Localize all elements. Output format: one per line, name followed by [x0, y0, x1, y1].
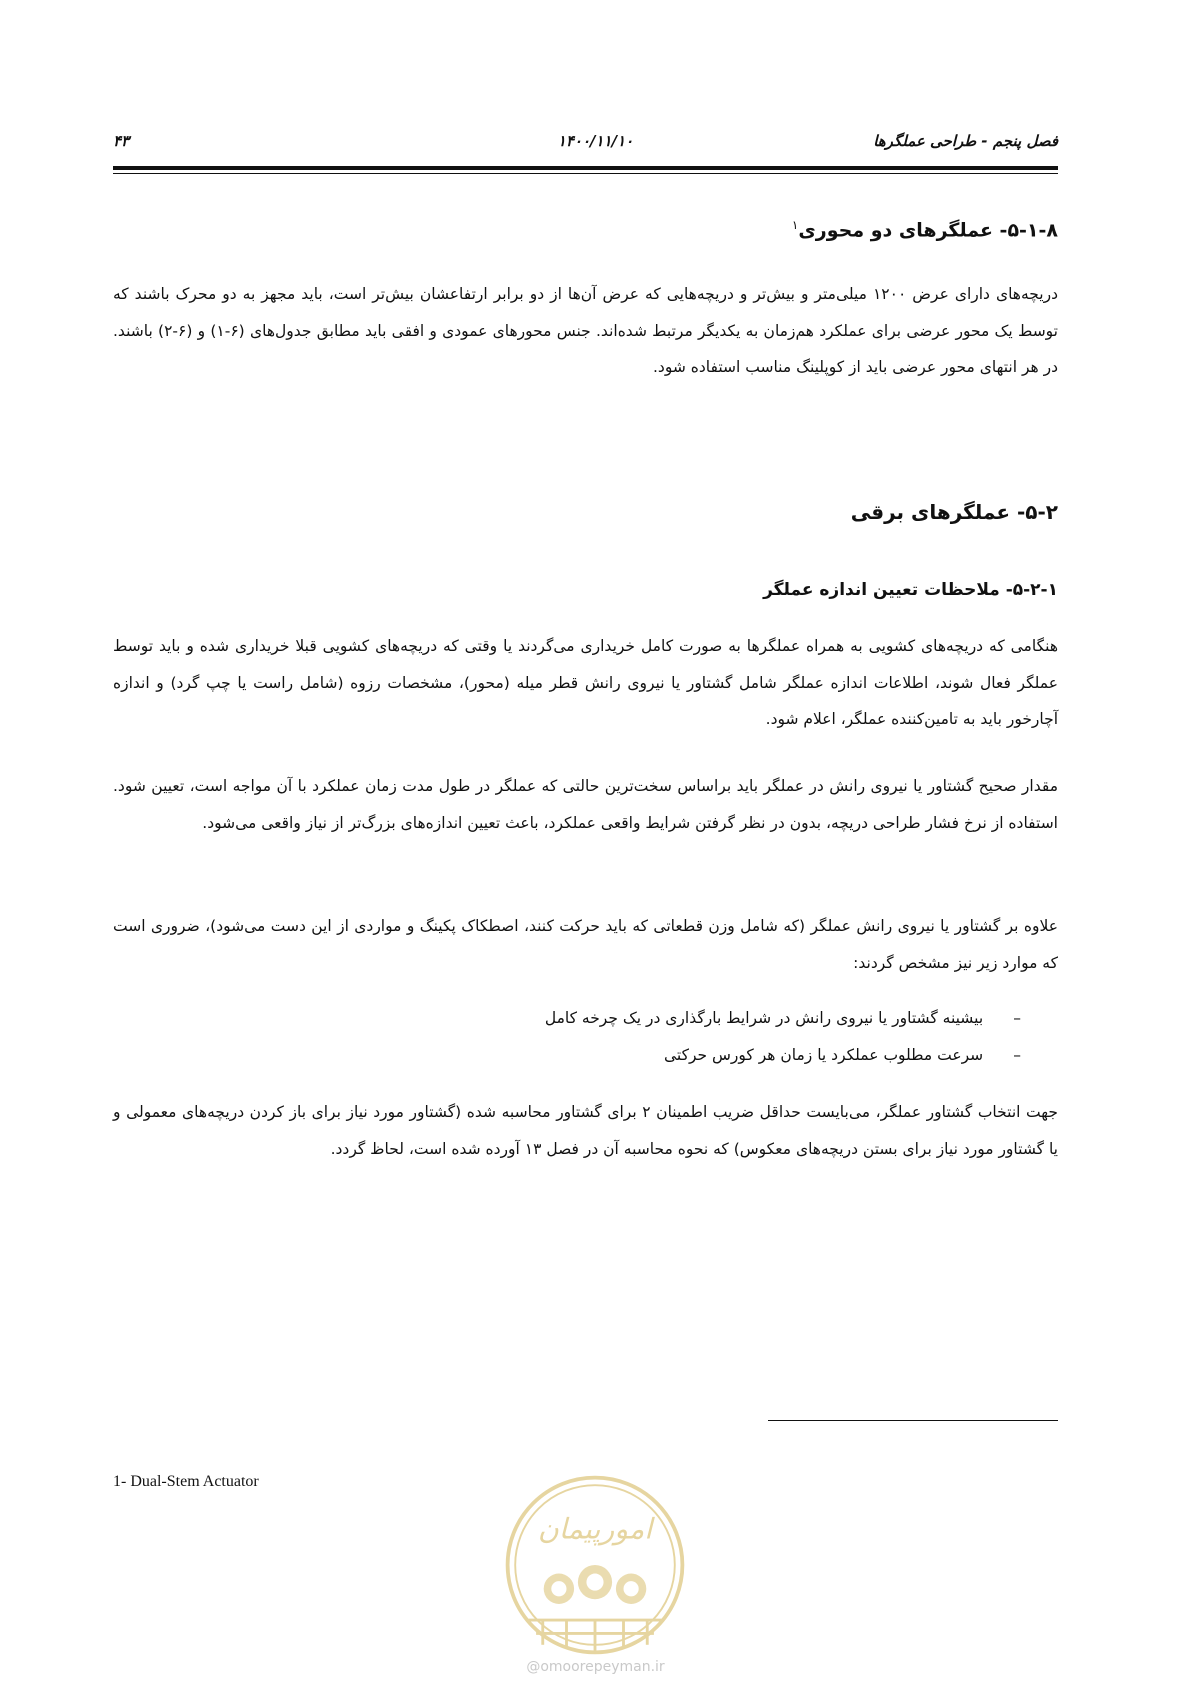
- bullet-dash: –: [1013, 1009, 1021, 1027]
- list-item-text: بیشینه گشتاور یا نیروی رانش در شرایط بارگذاری در یک چرخه کامل: [544, 1009, 984, 1027]
- section-heading-electric-actuators: ۵-۲- عملگرهای برقی: [850, 500, 1058, 524]
- footnote-separator: [768, 1420, 1058, 1421]
- paragraph-sizing-3: علاوه بر گشتاور یا نیروی رانش عملگر (که شامل وزن قطعاتی که باید حرکت کنند، اصطکاک پکینگ و مواردی از این دست می‌شود)، ضروری است که موارد زیر نیز مشخص گردند:: [113, 917, 1058, 972]
- footnote-marker: ۱: [791, 218, 799, 232]
- paragraph-sizing-1: هنگامی که دریچه‌های کشویی به همراه عملگرها به صورت کامل خریداری می‌گردند یا وقتی که دریچه‌های کشویی قبلا خریداری شده و باید توسط عملگر فعال شوند، اطلاعات اندازه عملگر شامل گشتاور یا نیروی رانش قطر میله (محور)، مشخصات رزوه (شامل راست یا چپ گرد) و اندازه آچارخور باید به تامین‌کننده عملگر، اعلام شود.: [113, 637, 1058, 728]
- bullet-dash: –: [1013, 1046, 1021, 1064]
- list-item: [545, 1037, 1021, 1074]
- list-item: [545, 1000, 1021, 1037]
- header-rule-thin: [113, 173, 1058, 174]
- paragraph-dual-stem: دریچه‌های دارای عرض ۱۲۰۰ میلی‌متر و بیش‌تر و دریچه‌هایی که عرض آن‌ها از دو برابر ارتفاعشان بیش‌تر است، باید مجهز به دو محرک باشند که توسط یک محور عرضی برای عملکرد هم‌زمان به یکدیگر مرتبط شده‌اند. جنس محورهای عمودی و افقی باید مطابق جدول‌های (۶-۱) و (۶-۲) باشند. در هر انتهای محور عرضی باید از کوپلینگ مناسب استفاده شود.: [113, 285, 1059, 376]
- paragraph-safety-factor: جهت انتخاب گشتاور عملگر، می‌بایست حداقل ضریب اطمینان ۲ برای گشتاور محاسبه شده (گشتاور مورد نیاز برای باز کردن دریچه‌های معمولی و یا گشتاور مورد نیاز برای بستن دریچه‌های معکوس) که نحوه محاسبه آن در فصل ۱۳ آورده شده است، لحاظ گردد.: [113, 1103, 1058, 1158]
- requirements-list: [545, 1000, 1021, 1074]
- header-page-number: ۴۳: [113, 132, 130, 150]
- header-chapter-title: فصل پنجم - طراحی عملگرها: [873, 132, 1058, 150]
- section-heading-sizing: ۵-۲-۱- ملاحظات تعیین اندازه عملگر: [763, 580, 1058, 600]
- footnote-text: 1- Dual-Stem Actuator: [113, 1473, 259, 1490]
- list-item-text: سرعت مطلوب عملکرد یا زمان هر کورس حرکتی: [663, 1046, 984, 1064]
- watermark-logo: [500, 1470, 690, 1660]
- paragraph-sizing-2: مقدار صحیح گشتاور یا نیروی رانش در عملگر باید براساس سخت‌ترین حالتی که عملگر در طول مدت زمان عملکرد با آن مواجه است، تعیین شود. استفاده از نرخ فشار طراحی دریچه، بدون در نظر گرفتن شرایط واقعی عملکرد، باعث تعیین اندازه‌های بزرگ‌تر از نیاز واقعی می‌شود.: [113, 777, 1058, 832]
- watermark-logo-text: امورپیمان: [537, 1512, 653, 1546]
- section-heading-dual-stem-text: ۵-۱-۸- عملگرهای دو محوری: [798, 219, 1058, 242]
- header-rule-thick: [113, 166, 1058, 170]
- section-heading-dual-stem: [792, 218, 1058, 241]
- header-date: ۱۴۰۰/۱۱/۱۰: [557, 132, 634, 150]
- watermark-url: @omoorepeyman.ir: [526, 1659, 665, 1675]
